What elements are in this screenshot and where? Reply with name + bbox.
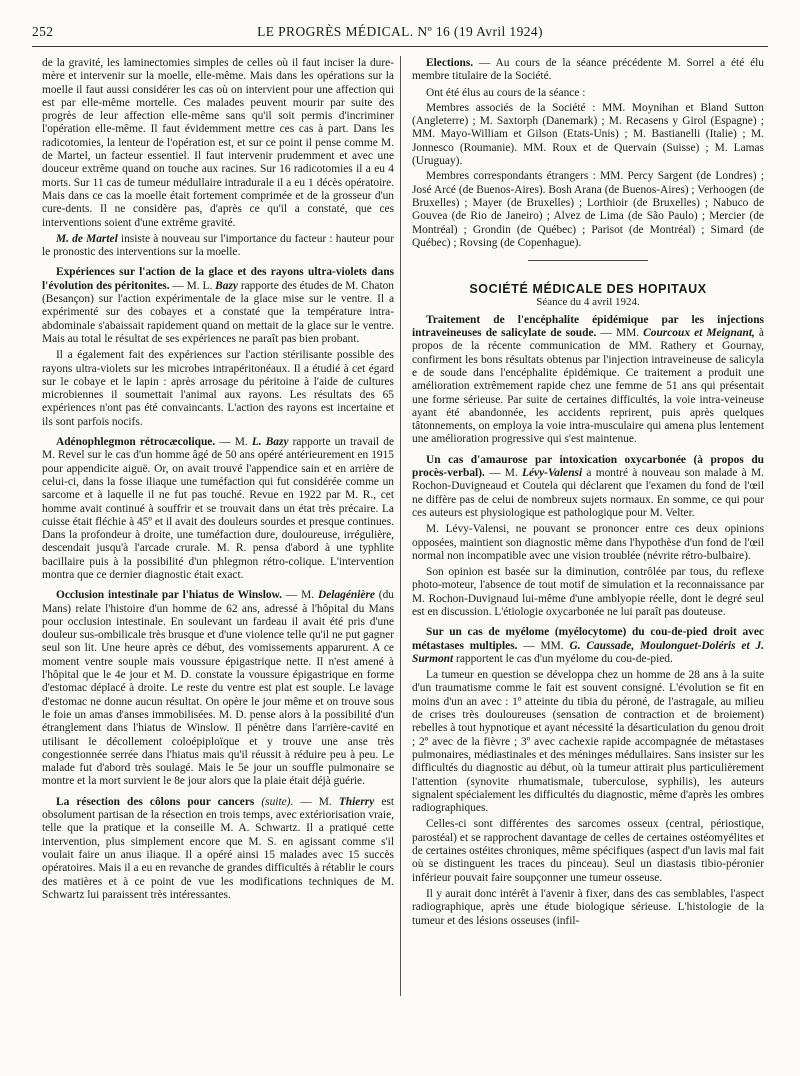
right-column (412, 57, 764, 1062)
article-paragraph (42, 436, 394, 582)
paragraph-text: rapporte des études de M. Chaton (Besançon) sur l'action expérimentale de la glace mise sur le ventre. Il a expérimenté sur des cobayes et a constaté que la température intra-abdominale s'abaissait rapidement quand on mettait de la glace sur le ventre. Mais au total le résultat de ses expériences ne paraît pas bien probant. (42, 279, 394, 345)
session-date: Séance du 4 avril 1924. (536, 296, 640, 309)
paragraph-text: — MM. (517, 639, 570, 652)
paragraph: Il a également fait des expériences sur l'action stérilisante possible des rayons ultra-violets sur les microbes intrapéritonéaux. Il a étudié à cet égard sur le cobaye et le lapin : après arrosage du péritoine à l'aide de cultures microbiennes il soumettait l'animal aux rayons. Les résultats des 65 expériences n'ont pas été convaincants. L'action des rayons est incertaine et ils sont parfois nocifs. (42, 349, 394, 428)
article-title: Adénophlegmon rétrocæcolique. (56, 436, 216, 449)
article-paragraph (412, 626, 764, 666)
paragraph: Son opinion est basée sur la diminution, contrôlée par tous, du reflexe photo-moteur, l'absence de tout motif de simulation et la reconnaissance par M. Rochon-Duvignaud lui-même d'une amblyopie réelle, dont le degré seul est en discussion. L'étiologie oxycarbonée ne lui paraît pas douteuse. (412, 566, 764, 618)
article-title: La résection des côlons pour cancers (56, 795, 255, 808)
paragraph-text: est obsolument partisan de la résection en trois temps, avec extériorisation vraie, telle que la pratique et la conseille M. A. Schwartz. Il a pratiqué cette intervention, plus simplement encore que M. S. en agissant comme s'il voulait faire un anus iliaque. Il a opéré ainsi 15 malades avec 15 succès opératoires. Mais il a eu en revanche de grandes difficultés à rétablir le cours des matières et à ce point de vue les modifications techniques de M. Schwartz lui paraissent très intéressantes. (42, 795, 394, 901)
article-title: Occlusion intestinale par l'hiatus de Winslow. (56, 589, 283, 602)
paragraph-text: — MM. (596, 327, 644, 340)
article-title: Elections. (426, 57, 474, 69)
paragraph-text: à propos de la récente communication de MM. Rathery et Gournay, confirment les bons résultats obtenus par l'injection intraveineuse de salicyla e de soude dans l'encéphalite épidémique. Ce traitement a produit une amélioration extrêmement rapide chez une femme de 51 ans qui présentait une forme sérieuse. Par suite de certaines difficultés, la voie intra-veineuse ayant été abandonnée, les accidents reprirent, puis après quelques tâtonnements, on employa la voie intra-musculaire qui amena plus lentement une amélioration progressive qui s'est maintenue. (412, 327, 764, 446)
paragraph: de la gravité, les laminectomies simples de celles où il faut inciser la dure-mère et intervenir sur la moelle, elle-même. Mais dans les opérations sur la moelle il faut aussi considérer les cas où on intervient pour une affection qui est par elle-même mortelle. Ces malades peuvent mourir par suite des progrès de leur affection elle-même sans qu'il soit permis d'incriminer l'opération elle-même. Il faut évidemment mettre ces cas à part. Dans les radicotomies, la lenteur de l'opération est, et sur ce point il pense comme M. de Martel, un facteur essentiel. Il faut intervenir prudemment et avec une douceur extrême quand on touche aux racines. Sur 16 radicotomies il a eu 4 morts. Sur 11 cas de tumeur médullaire intradurale il a eu 1 décès opératoire. Mais dans ce cas la moelle était fortement comprimée et de la grosseur d'un cure-dents. Il ne considère pas, d'après ce qu'il a constaté, que ces interventions soient d'une extrême gravité. (42, 57, 394, 229)
article-paragraph (412, 57, 764, 84)
page-number: 252 (32, 24, 54, 39)
article-title: Traitement de l'encéphalite épidémique par les injections intraveineuses de salicylate de soude. (412, 313, 764, 340)
author-name: M. de Martel (56, 232, 118, 245)
paragraph-text: rapportent le cas d'un myélome du cou-de-pied. (453, 652, 673, 665)
paragraph: M. Lévy-Valensi, ne pouvant se prononcer entre ces deux opinions opposées, maintient son diagnostic même dans l'hypothèse d'un fond de l'œil normal non incompatible avec une vision troublée (névrite rétro-bulbaire). (412, 523, 764, 562)
paragraph: Ont été élus au cours de la séance : (426, 86, 586, 99)
column-divider (400, 56, 401, 996)
paragraph-text: (du Mans) relate l'histoire d'un homme de 62 ans, adressé à l'hôpital du Mans pour occlusion intestinale. En soulevant un fardeau il avait été pris d'une douleur sus-ombilicale très brusque et d'une violence telle qu'il ne put gagner seul son lit. Une heure après ce début, des vomissements apparurent. A ce moment ventre souple mais voussure épigastrique nette. Il n'est amené à l'hôpital que le 4e jour et M. D. constate la voussure épigastrique en forme d'estomac déplacé à droite. Le reste du ventre est plat est souple. Le lavage d'estomac ne donne aucun résultat. On opère le jour même et on trouve sous le foie un amas d'anses immobilisées. M. D. pense alors à la possibilité d'un étranglement dans l'hiatus de Winslow. Il pénètre dans l'arrière-cavité en utilisant le décollement coloépiploïque et y trouve une anse très congestionnée serrée dans l'hiatus mais qu'il réussit à réduire peu à peu. Le malade fut d'abord très soulagé. Mais le 5e jour un souffle pulmonaire se montre et la mort survient le 8e jour alors que la plaie était déjà guérie. (42, 589, 394, 788)
article-paragraph (42, 796, 394, 902)
section-title: SOCIÉTÉ MÉDICALE DES HOPITAUX (469, 282, 707, 297)
paragraph-text: a montré à nouveau son malade à M. Rochon-Duvigneaud et Coutela qui déclarent que l'examen du fond de l'œil ne diffère pas de celui de nombreux sujets normaux. En somme, ce qui pour ces auteurs est physiologique est pathologique pour M. Velter. (412, 467, 764, 519)
author-name: Lévy-Valensi (522, 467, 583, 480)
journal-title: LE PROGRÈS MÉDICAL. Nº 16 (19 Avril 1924) (257, 24, 543, 39)
paragraph: La tumeur en question se développa chez un homme de 28 ans à la suite d'un traumatisme comme le fait est souvent consigné. L'évolution se fit en moins d'un an avec : 1º atteinte du tibia du péroné, de l'astragale, au milieu de crises très douloureuses (sensation de contraction et de broiement) rebelles à tout hypnotique et ayant nécessité la désarticulation du genou droit ; 2º avec de la fièvre ; 3º avec cachexie rapide accompagnée de métastases pulmonaires, médiastinales et des méninges médullaires. Sans insister sur les difficultés du diagnostic au début, où la tumeur attirait plus particulièrement l'attention (synovite rhumatismale, tuberculose, syphilis), les auteurs signalent spécialement les difficultés du diagnostic, même d'après les ombres radiographiques. (412, 669, 764, 815)
author-name: Delagénière (318, 589, 375, 602)
left-column (42, 57, 394, 1062)
paragraph: Membres correspondants étrangers : MM. Percy Sargent (de Londres) ; José Arcé (de Buenos-Aires). Bosh Arana (de Buenos-Aires) ; Verhoogen (de Bruxelles) ; Mayer (de Bruxelles) ; Lorthioir (de Bruxelles) ; Nabuco de Gouvea (de Rio de Janeiro) ; Alvez de Lima (de São Paulo) ; Mercier (de Montréal) ; Grondin (de Québec) ; Parisot (de Montréal) ; Simard (de Québec) ; Rovsing (de Copenhague). (412, 170, 764, 249)
running-header (32, 22, 768, 47)
paragraph (42, 233, 394, 260)
article-title: Expériences sur l'action de la glace et des rayons ultra-violets dans l'évolution des péritonites. (42, 266, 394, 292)
author-name: L. Bazy (251, 436, 289, 449)
paragraph-text: — M. (215, 436, 252, 449)
suite-label: (suite). (254, 795, 294, 808)
paragraph-text: — M. (293, 795, 339, 808)
article-paragraph (42, 266, 394, 346)
paragraph-text: — M. L. (169, 279, 216, 292)
paragraph-text: — Au cours de la séance précédente M. Sorrel a été élu membre titulaire de la Société. (412, 57, 764, 83)
paragraph-text: — M. (484, 467, 523, 480)
article-paragraph (412, 314, 764, 447)
paragraph: Celles-ci sont différentes des sarcomes osseux (central, périostique, parostéal) et se rapprochent davantage de celles de certaines ostéomyélites et de certaines ostéites chroniques, même spécifiques (aspect d'un lavis mal fait où se distinguent les traces du pinceau). Seul un diastasis tibio-péronier inférieur pouvait faire soupçonner une tumeur osseuse. (412, 818, 764, 884)
paragraph: Il y aurait donc intérêt à l'avenir à fixer, dans des cas semblables, l'aspect radiographique, après une étude biologique sérieuse. L'histologie de la tumeur et des lésions osseuses (infil- (412, 887, 764, 927)
article-title: Un cas d'amaurose par intoxication oxycarbonée (à propos du procès-verbal). (412, 453, 764, 480)
article-paragraph (412, 454, 764, 520)
author-name: G. Caussade, Moulonguet-Doléris et J. Surmont (412, 639, 764, 665)
article-paragraph (42, 589, 394, 788)
article-title: Sur un cas de myélome (myélocytome) du cou-de-pied droit avec métastases multiples. (412, 626, 764, 652)
paragraph-text: insiste à nouveau sur l'importance du facteur : hauteur pour le pronostic des interventions sur la moelle. (42, 232, 394, 259)
paragraph-text: rapporte un travail de M. Revel sur le cas d'un homme âgé de 50 ans opéré antérieurement en 1915 pour appendicite aiguë. Or, on avait trouvé l'appendice sain et en arrière de celui-ci, dans la fosse iliaque une tuméfaction qui fut considérée comme un sarcome et à laquelle il ne fut pas touché. Revue en 1922 par M. R., cet homme avait continué à souffrir et se trouvait dans un état très précaire. La cuisse était fléchie à 45º et il avait des douleurs sourdes et presque continues. Dans la profondeur à droite, une tuméfaction dure, douloureuse, irrégulière, descendait jusqu'à l'arcade crurale. M. R. pensa d'abord à une typhlite bacillaire puis à la possibilité d'un phlegmon rétro-colique. L'intervention montra que ce dernier diagnostic était exact. (42, 436, 394, 581)
author-name: Thierry (338, 795, 375, 808)
paragraph: Membres associés de la Société : MM. Moynihan et Bland Sutton (Angleterre) ; M. Saxtorph (Danemark) ; M. Recasens y Girol (Espagne) ; MM. Mayo-William et Gilson (Etats-Unis) ; M. Bastianelli (Italie) ; M. Jonnesco (Roumanie). MM. Roux et de Quervain (Suisse) ; M. Lamas (Uruguay). (412, 101, 764, 168)
paragraph-text: — M. (282, 589, 318, 602)
section-separator (528, 260, 648, 261)
author-name: Bazy (215, 279, 238, 292)
author-name: Courcoux et Meignant, (643, 327, 755, 340)
